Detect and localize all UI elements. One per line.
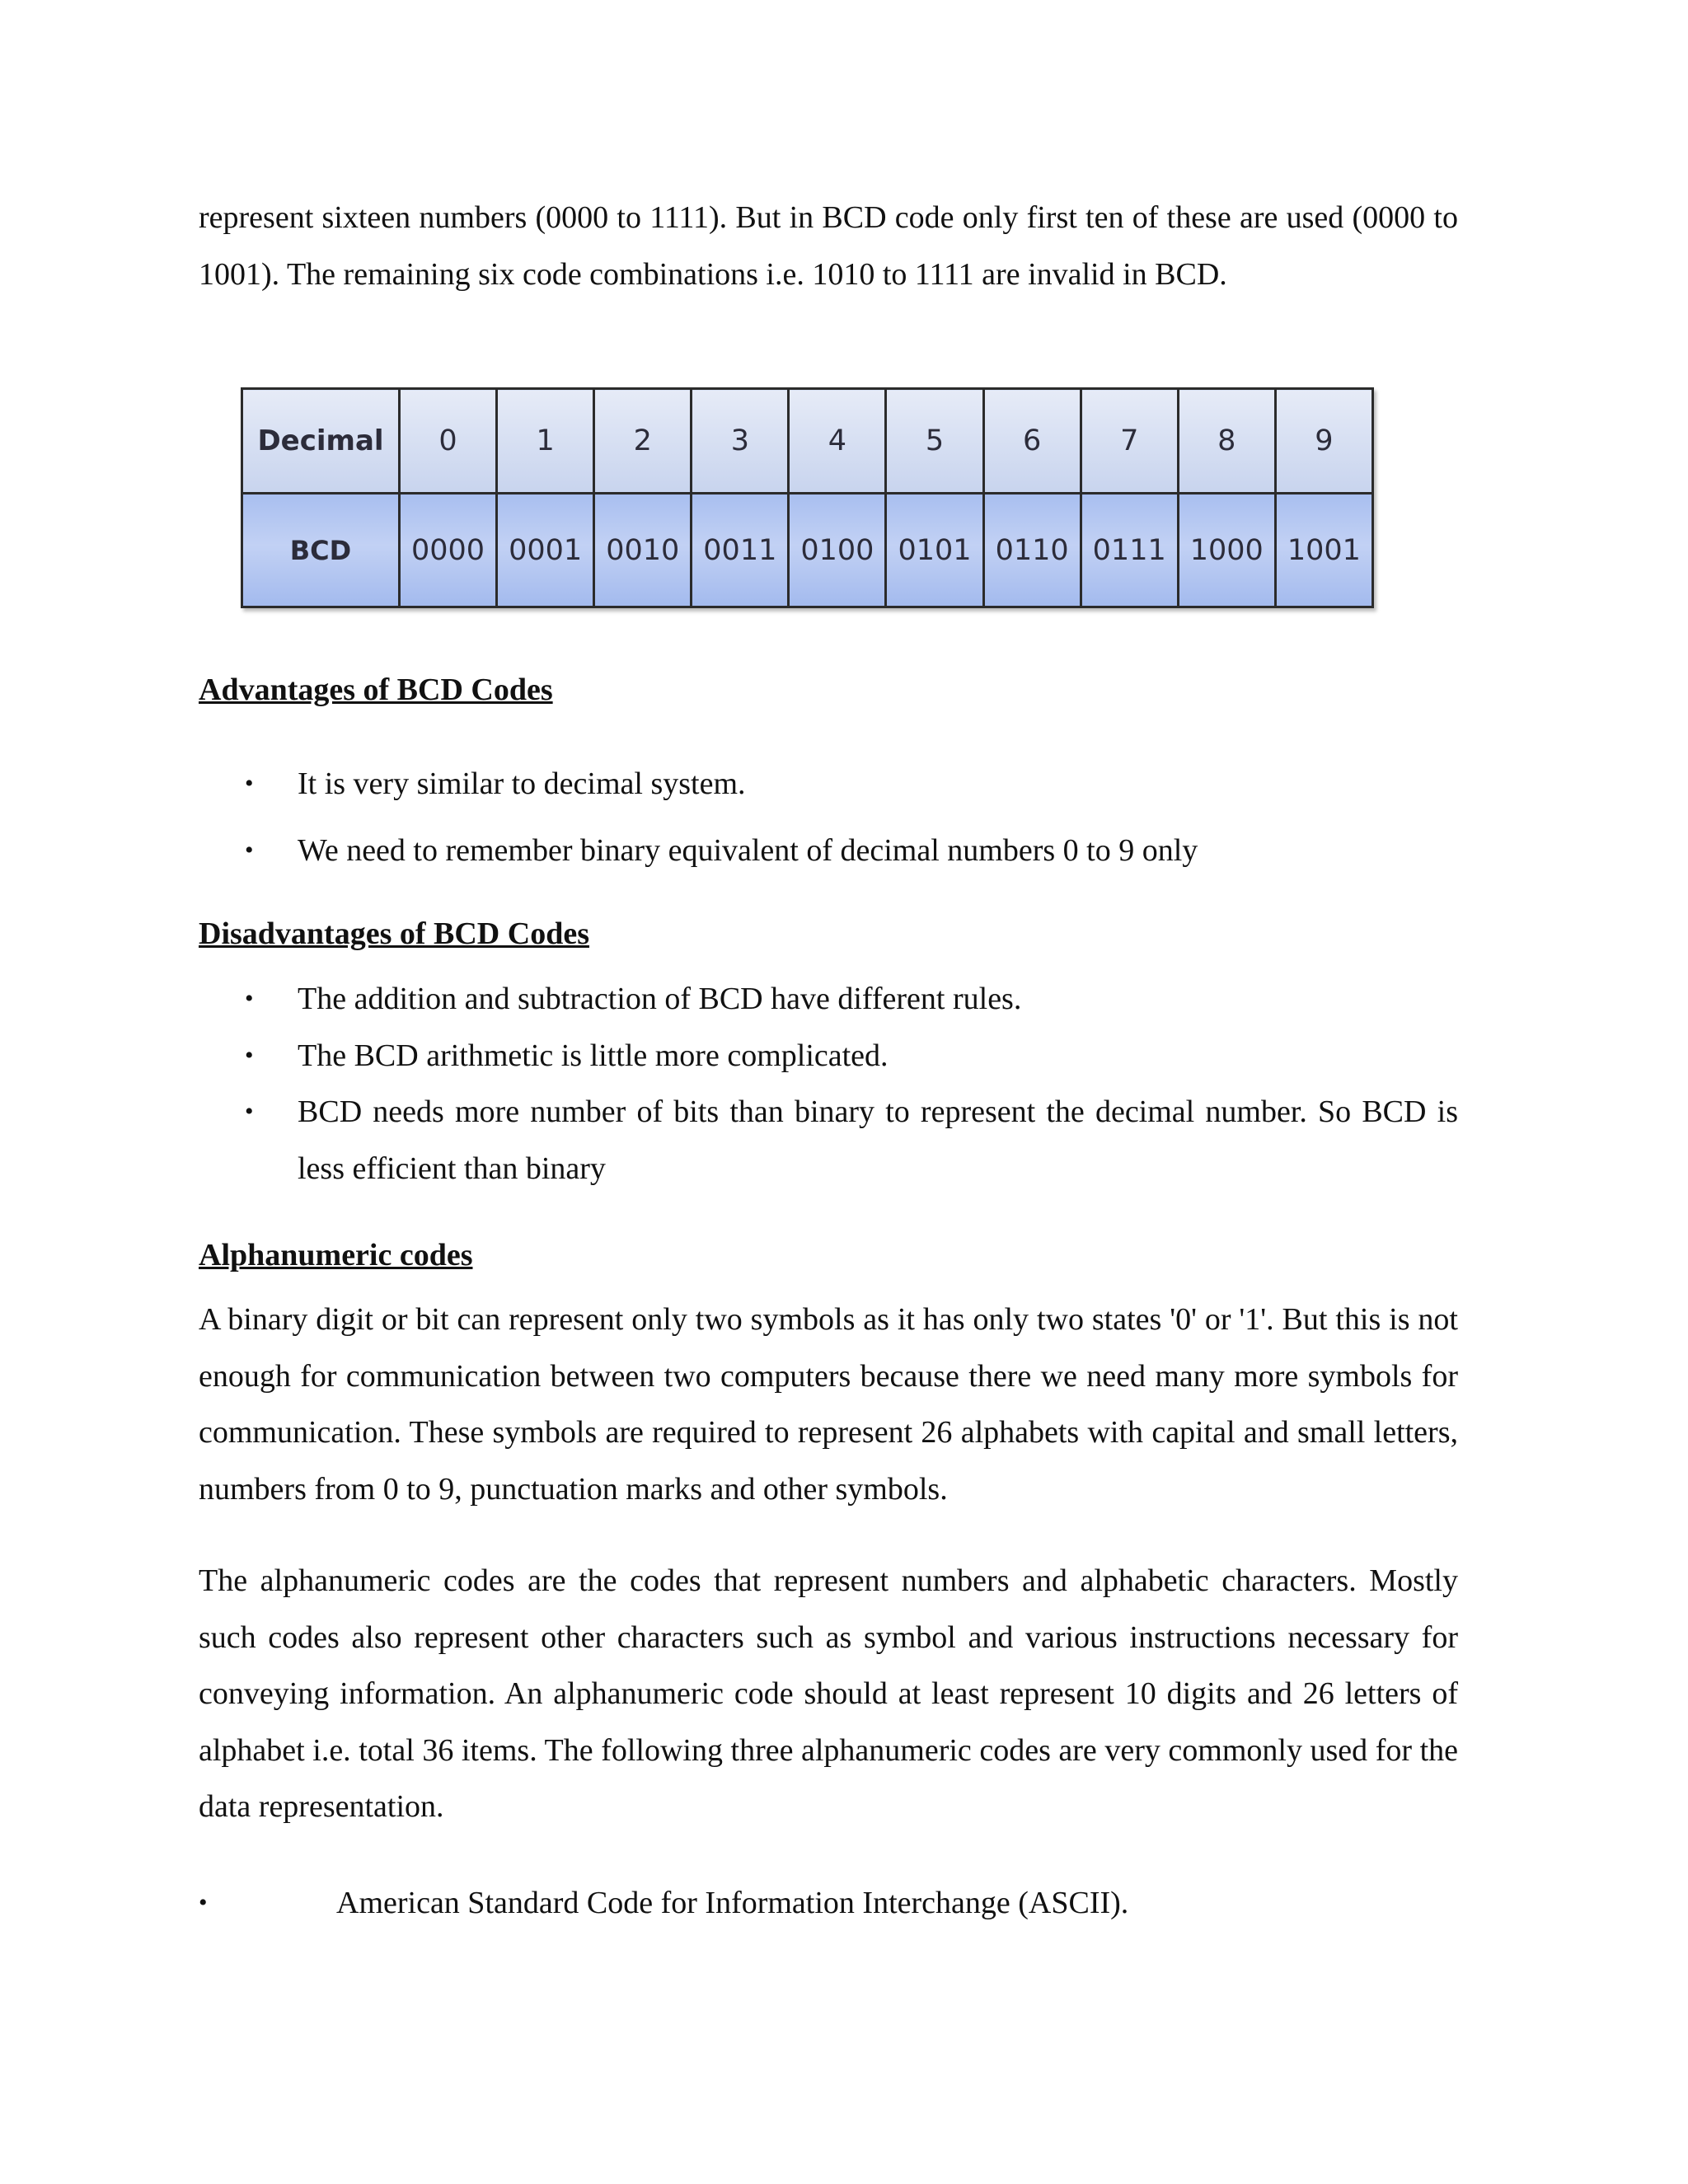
decimal-cell: 3 <box>692 389 789 494</box>
bullet-icon: • <box>245 836 254 864</box>
bcd-row <box>242 494 1373 607</box>
bcd-cell: 0100 <box>789 494 886 607</box>
bcd-cell: 0000 <box>400 494 497 607</box>
intro-paragraph: represent sixteen numbers (0000 to 1111). But in BCD code only first ten of these are used (0000 to 1001). The remaining six code combinations i.e. 1010 to 1111 are invalid in BCD. <box>199 200 1458 292</box>
list-item: • BCD needs more number of bits than binary to represent the decimal number. So BCD is less efficient than binary <box>199 1084 1458 1197</box>
decimal-cell: 9 <box>1275 389 1372 494</box>
list-item: • We need to remember binary equivalent of decimal numbers 0 to 9 only <box>199 823 1458 879</box>
decimal-cell: 5 <box>886 389 983 494</box>
advantages-list <box>199 756 1458 879</box>
decimal-cell: 2 <box>594 389 692 494</box>
bcd-cell: 0111 <box>1081 494 1178 607</box>
alphanumeric-paragraph-2: The alphanumeric codes are the codes that represent numbers and alphabetic characters. Mostly such codes also represent other characters such as symbol and various instructions necessary for conveying information. An alphanumeric code should at least represent 10 digits and 26 letters of alphabet i.e. total 36 items. The following three alphanumeric codes are very commonly used for the data representation. <box>199 1563 1458 1824</box>
list-item: • American Standard Code for Information Interchange (ASCII). <box>199 1875 1458 1932</box>
bullet-icon: • <box>199 1889 208 1916</box>
bcd-cell: 1000 <box>1178 494 1275 607</box>
bcd-cell: 0001 <box>497 494 594 607</box>
decimal-cell: 7 <box>1081 389 1178 494</box>
bcd-cell: 1001 <box>1275 494 1372 607</box>
decimal-row <box>242 389 1373 494</box>
bcd-row-header: BCD <box>242 494 400 607</box>
bcd-cell: 0110 <box>983 494 1081 607</box>
alphanumeric-code-list <box>199 1875 1458 1932</box>
decimal-cell: 4 <box>789 389 886 494</box>
list-item: • The BCD arithmetic is little more complicated. <box>199 1028 1458 1085</box>
list-item: • The addition and subtraction of BCD have different rules. <box>199 971 1458 1028</box>
bullet-icon: • <box>245 1098 254 1125</box>
bcd-cell: 0101 <box>886 494 983 607</box>
disadvantages-heading: Disadvantages of BCD Codes <box>199 916 589 951</box>
disadvantages-list <box>199 971 1458 1197</box>
alphanumeric-heading: Alphanumeric codes <box>199 1238 473 1272</box>
bcd-cell: 0010 <box>594 494 692 607</box>
bullet-icon: • <box>245 770 254 797</box>
advantages-heading: Advantages of BCD Codes <box>199 673 553 707</box>
bcd-table <box>241 387 1374 608</box>
decimal-cell: 6 <box>983 389 1081 494</box>
bullet-icon: • <box>245 1041 254 1069</box>
decimal-cell: 1 <box>497 389 594 494</box>
decimal-cell: 0 <box>400 389 497 494</box>
decimal-cell: 8 <box>1178 389 1275 494</box>
decimal-row-header: Decimal <box>242 389 400 494</box>
list-item: • It is very similar to decimal system. <box>199 756 1458 813</box>
bullet-icon: • <box>245 985 254 1012</box>
bcd-cell: 0011 <box>692 494 789 607</box>
alphanumeric-paragraph-1: A binary digit or bit can represent only two symbols as it has only two states '0' or '1'. But this is not enough for communication between two computers because there we need many more symbols for communication. These symbols are required to represent 26 alphabets with capital and small letters, numbers from 0 to 9, punctuation marks and other symbols. <box>199 1302 1458 1507</box>
